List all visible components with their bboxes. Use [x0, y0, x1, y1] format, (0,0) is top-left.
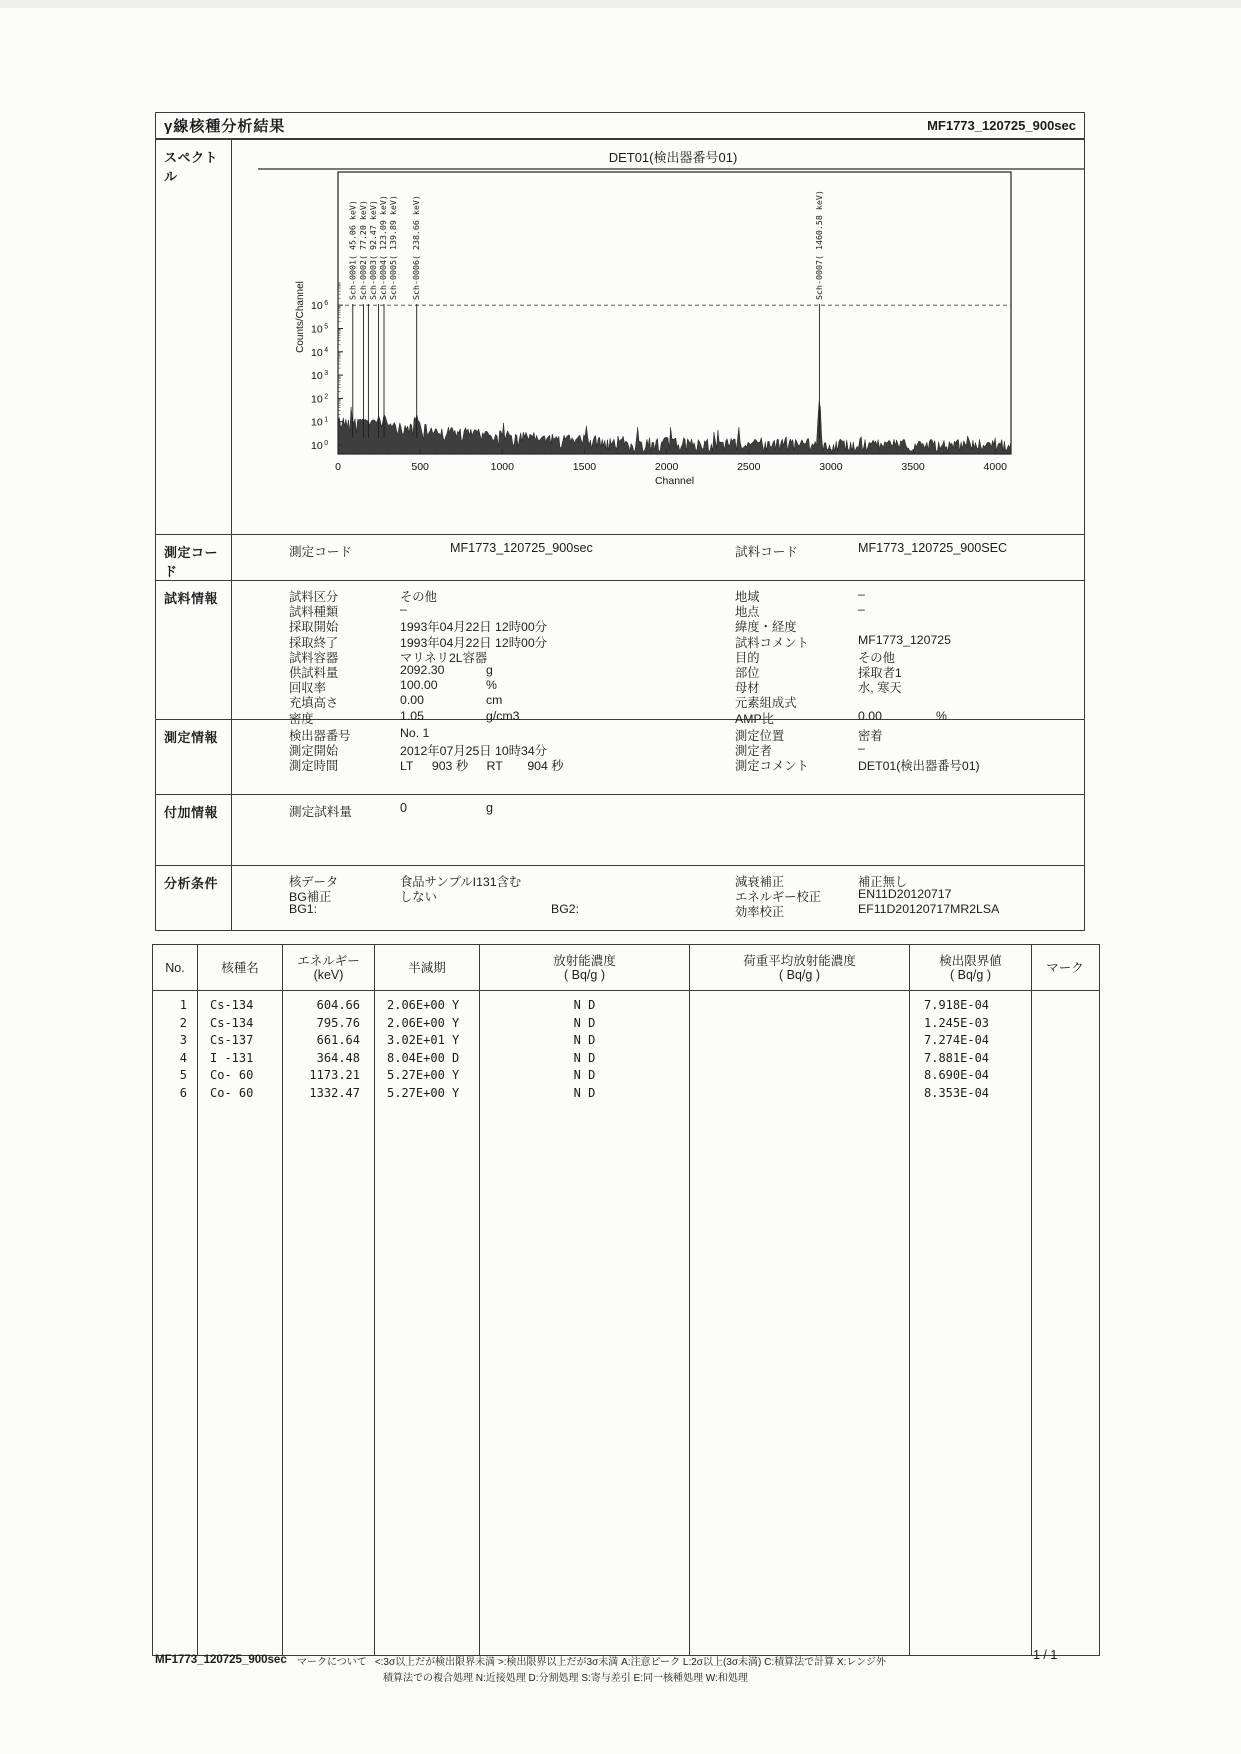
row-label: エネルギー校正: [735, 890, 822, 905]
row-unit: cm: [486, 693, 503, 708]
row-value: 水, 寒天: [858, 681, 902, 696]
row-value: 1993年04月22日 12時00分: [400, 620, 547, 635]
report-header: [156, 113, 1084, 140]
row-unit: g: [486, 662, 493, 677]
peak-label: Sch-0004( 123.09 keV): [378, 195, 388, 300]
table-cell: 7.881E-04: [924, 1050, 990, 1065]
row-label: 緯度・経度: [735, 620, 797, 635]
table-header-cell: 半減期: [375, 945, 480, 990]
footer-code: MF1773_120725_900sec: [155, 1654, 287, 1666]
results-table-body: [153, 991, 1099, 1655]
table-cell: [1032, 1016, 1098, 1034]
table-cell: 8.353E-04: [924, 1085, 990, 1100]
row-label: AMP比: [735, 711, 774, 726]
table-header-cell: 放射能濃度 ( Bq/g ): [480, 945, 690, 990]
table-cell: I -131: [210, 1050, 254, 1065]
table-cell: [690, 1068, 909, 1086]
row-value: 補正無し: [858, 875, 908, 889]
row-value: 密着: [858, 729, 883, 743]
row-value: –: [400, 602, 407, 617]
row-value: EN11D20120717: [858, 887, 952, 902]
row-value: DET01(検出器番号01): [858, 759, 980, 774]
section-label-measurement-info: 測定情報: [156, 720, 232, 794]
report-info-table: [155, 112, 1085, 931]
peak-label: Sch-0003( 92.47 keV): [368, 200, 378, 300]
peak-label: Sch-0002( 77.20 keV): [358, 200, 368, 300]
row-label: 採取開始: [289, 620, 339, 635]
row-label: BG1:: [289, 902, 318, 917]
results-table-header: [153, 945, 1099, 991]
row-label: 回収率: [289, 681, 326, 696]
spectrum-svg: [232, 142, 1084, 534]
table-cell: [690, 1051, 909, 1069]
footer-legend-line1: <:3σ以上だが検出限界未満 >:検出限界以上だが3σ未満 A:注意ピーク L:2σ以上(3σ未満) C:積算法で計算 X:レンジ外: [374, 1657, 886, 1668]
y-axis-label: Counts/Channel: [295, 281, 306, 353]
table-cell: [690, 1016, 909, 1034]
row-label: 試料種類: [289, 605, 339, 620]
spectrum-section: [156, 140, 1084, 535]
table-cell: 1: [179, 998, 187, 1012]
table-cell: 2: [179, 1015, 187, 1030]
table-cell: 1.245E-03: [924, 1015, 990, 1030]
row-label: 採取終了: [289, 635, 339, 650]
row-value: No. 1: [400, 726, 430, 740]
table-cell: 364.48: [316, 1050, 360, 1065]
table-column-energy: [283, 991, 375, 1655]
table-cell: 795.76: [316, 1015, 360, 1030]
table-cell: [1032, 998, 1098, 1016]
row-value: その他: [400, 590, 437, 604]
row-label: 核データ: [289, 875, 339, 889]
table-cell: 6: [179, 1085, 187, 1100]
table-cell: 5.27E+00 Y: [387, 1068, 460, 1082]
measurement-info-section: [156, 720, 1084, 795]
row-label: 測定者: [735, 744, 772, 759]
table-cell: [690, 998, 909, 1016]
table-column-nuclide: [198, 991, 283, 1655]
row-label: 試料容器: [289, 650, 339, 665]
peak-label: Sch-0007( 1460.58 keV): [813, 190, 824, 300]
footer-mark-legend: [297, 1655, 886, 1687]
row-label: 測定位置: [735, 729, 785, 743]
nuclide-results-table: [152, 944, 1100, 1656]
row-value: 2092.30: [400, 662, 445, 677]
table-cell: N D: [573, 1085, 596, 1100]
row-label: 元素組成式: [735, 696, 797, 711]
row-unit: %: [486, 678, 497, 693]
table-cell: 8.690E-04: [924, 1068, 990, 1082]
table-cell: N D: [573, 1033, 596, 1047]
row-value: しない: [400, 890, 437, 905]
row-label: 部位: [735, 665, 760, 680]
row-unit: g: [486, 801, 494, 815]
table-cell: 1332.47: [309, 1085, 360, 1100]
x-axis-label: Channel: [654, 475, 695, 487]
section-label-additional-info: 付加情報: [156, 795, 232, 865]
table-cell: N D: [573, 998, 596, 1012]
x-tick-label: 1500: [572, 461, 597, 473]
table-header-cell: 核種名: [198, 945, 283, 990]
measurement-code-section: [156, 535, 1084, 581]
row-value: 1993年04月22日 12時00分: [400, 635, 547, 650]
row-value: 0.00: [858, 708, 882, 723]
row-value: –: [858, 602, 865, 617]
y-tick-label: 10 $^3$: [311, 370, 329, 383]
y-tick-label: 10 $^2$: [311, 393, 329, 406]
sample-info-section: [156, 581, 1084, 726]
spectrum-chart: [232, 142, 1084, 539]
y-tick-label: 10 $^0$: [311, 440, 329, 452]
table-column-no: [153, 991, 198, 1655]
page-title: γ線核種分析結果: [164, 118, 286, 135]
row-value: –: [858, 587, 865, 601]
table-cell: 4: [179, 1050, 187, 1065]
row-mid: BG2:: [551, 902, 580, 917]
table-header-cell: マーク: [1046, 960, 1084, 975]
table-column-detection_limit: [910, 991, 1032, 1655]
header-measurement-code: MF1773_120725_900sec: [927, 118, 1076, 133]
table-cell: 1173.21: [309, 1068, 360, 1082]
table-cell: [690, 1086, 909, 1104]
peak-label: Sch-0001( 45.06 keV): [347, 200, 358, 300]
table-column-mark: [1032, 991, 1098, 1655]
y-tick-label: 10 $^5$: [311, 323, 329, 336]
page-number: 1 / 1: [1033, 1648, 1058, 1662]
row-label: 測定試料量: [289, 805, 352, 819]
x-tick-label: 0: [335, 461, 341, 473]
row-label: 検出器番号: [289, 729, 351, 743]
table-cell: 604.66: [316, 998, 360, 1012]
table-cell: 3.02E+01 Y: [387, 1033, 460, 1047]
table-cell: N D: [573, 1050, 596, 1065]
row-label: 測定コメント: [735, 759, 809, 774]
row-value: 0: [400, 801, 408, 815]
table-cell: Co- 60: [210, 1068, 254, 1082]
x-tick-label: 3500: [901, 461, 925, 473]
row-unit: %: [936, 708, 947, 723]
table-cell: Cs-134: [210, 1015, 254, 1030]
table-cell: [1032, 1068, 1098, 1086]
y-tick-label: 10 $^4$: [311, 346, 329, 359]
x-tick-label: 4000: [983, 461, 1007, 473]
row-label: 供試料量: [289, 665, 339, 680]
table-cell: 3: [179, 1033, 187, 1047]
row-label: 測定時間: [289, 759, 339, 774]
analysis-conditions-section: [156, 866, 1084, 930]
peak-label: Sch-0005( 139.89 keV): [388, 195, 398, 300]
row-value: 100.00: [400, 678, 438, 693]
table-cell: 661.64: [316, 1033, 360, 1047]
footer-legend-line2: 積算法での複合処理 N:近接処理 D:分割処理 S:寄与差引 E:同一核種処理 W:和処理: [383, 1673, 748, 1684]
table-cell: 7.274E-04: [924, 1033, 990, 1047]
y-tick-label: 10 $^6$: [311, 300, 329, 313]
row-label: 減衰補正: [735, 875, 785, 889]
y-tick-label: 10 $^1$: [311, 416, 329, 429]
x-tick-label: 2500: [737, 461, 761, 473]
row-value: その他: [858, 650, 895, 665]
section-label-measurement-code: 測定コード: [156, 535, 232, 580]
table-cell: 8.04E+00 D: [387, 1050, 460, 1065]
x-tick-label: 1000: [490, 461, 514, 473]
row-label: 効率校正: [735, 905, 785, 920]
row-label: 地点: [735, 605, 760, 620]
row-value: –: [858, 741, 865, 756]
table-cell: 5.27E+00 Y: [387, 1085, 460, 1100]
table-header-cell: 荷重平均放射能濃度 ( Bq/g ): [690, 945, 910, 990]
row-value: MF1773_120725: [858, 632, 951, 647]
row-value: 2012年07月25日 10時34分: [400, 744, 547, 759]
x-tick-label: 3000: [819, 461, 843, 473]
peak-label: Sch-0006( 238.66 keV): [411, 195, 422, 300]
row-value: EF11D20120717MR2LSA: [858, 902, 1000, 917]
table-cell: Cs-137: [210, 1033, 254, 1047]
row-label: 試料コード: [735, 545, 798, 559]
row-value: マリネリ2L容器: [400, 650, 488, 665]
table-cell: 7.918E-04: [924, 998, 990, 1012]
table-cell: [1032, 1086, 1098, 1104]
table-header-cell: 検出限界値 ( Bq/g ): [910, 945, 1032, 990]
row-label: 充填高さ: [289, 696, 339, 711]
table-cell: [1032, 1033, 1098, 1051]
table-cell: [690, 1033, 909, 1051]
row-label: 測定コード: [289, 545, 352, 559]
section-label-sample-info: 試料情報: [156, 581, 232, 719]
plot-border: [338, 172, 1011, 454]
row-label: 試料コメント: [735, 635, 809, 650]
section-label-analysis-conditions: 分析条件: [156, 866, 232, 930]
table-header-cell: No.: [153, 945, 198, 990]
x-tick-label: 500: [411, 461, 429, 473]
row-value: MF1773_120725_900sec: [450, 541, 593, 555]
spectrum-data: [338, 401, 1011, 454]
chart-title: DET01(検出器番号01): [608, 150, 738, 165]
row-unit: g/cm3: [486, 708, 520, 723]
footer-mark-label: マークについて: [297, 1657, 367, 1668]
table-cell: N D: [573, 1068, 596, 1082]
row-label: 測定開始: [289, 744, 339, 759]
row-value: 採取者1: [858, 665, 902, 680]
table-cell: N D: [573, 1015, 596, 1030]
table-cell: [1032, 1051, 1098, 1069]
row-label: 試料区分: [289, 590, 339, 604]
table-column-half_life: [375, 991, 480, 1655]
row-label: 母材: [735, 681, 760, 696]
table-cell: Co- 60: [210, 1085, 254, 1100]
table-cell: 2.06E+00 Y: [387, 1015, 460, 1030]
table-cell: 2.06E+00 Y: [387, 998, 460, 1012]
table-cell: Cs-134: [210, 998, 254, 1012]
row-label: 密度: [289, 711, 314, 726]
row-value: LT 903 秒 RT 904 秒: [400, 759, 564, 774]
row-value: 0.00: [400, 693, 424, 708]
section-label-spectrum: スペクトル: [156, 140, 232, 534]
row-label: 地域: [735, 590, 760, 604]
row-value: 食品サンプルI131含む: [400, 875, 522, 889]
additional-info-section: [156, 795, 1084, 866]
row-value: MF1773_120725_900SEC: [858, 541, 1008, 555]
x-tick-label: 2000: [654, 461, 679, 473]
table-column-weighted: [690, 991, 910, 1655]
row-value: 1.05: [400, 708, 424, 723]
table-column-activity: [480, 991, 690, 1655]
row-label: BG補正: [289, 890, 332, 905]
row-label: 目的: [735, 650, 760, 665]
table-cell: 5: [179, 1068, 187, 1082]
table-header-cell: エネルギー (keV): [283, 945, 375, 990]
